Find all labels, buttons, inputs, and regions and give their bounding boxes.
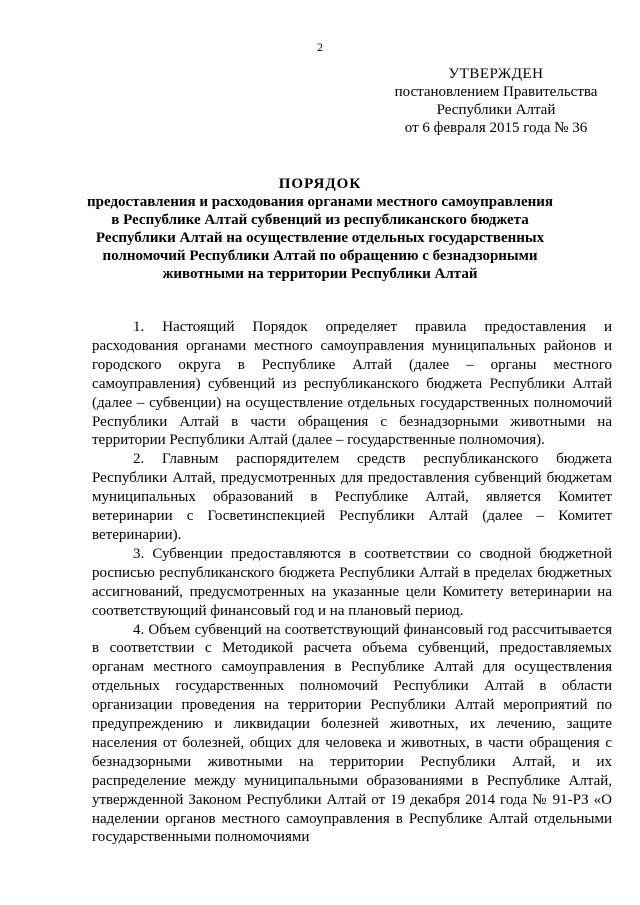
document-subtitle: предоставления и расходования органами местного самоуправления в Республике Алтай субвенций из республиканского бюджета Республики Алтай на осуществление отдельных государственных полномочий Республики Алтай по обращению с безнадзорными животными на территории Республики Алтай xyxy=(87,194,553,282)
approval-heading: УТВЕРЖДЕН xyxy=(448,66,544,82)
document-body xyxy=(92,318,612,847)
page-number: 2 xyxy=(317,40,323,54)
document-title: ПОРЯДОК xyxy=(278,176,362,192)
paragraph-2: 2. Главным распорядителем средств республиканского бюджета Республики Алтай, предусмотренных для предоставления субвенций бюджетам муниципальных образований в Республике Алтай, является Комитет ветеринарии с Госветинспекцией Республики Алтай (далее – Комитет ветеринарии). xyxy=(92,451,612,543)
paragraph-4: 4. Объем субвенций на соответствующий финансовый год рассчитывается в соответствии с Методикой расчета объема субвенций, предоставляемых органам местного самоуправления в Республике Алтай для осуществления отдельных государственных полномочий Республики Алтай в области организации проведения на территории Республики Алтай мероприятий по предупреждению и ликвидации болезней животных, их лечению, защите населения от болезней, общих для человека и животных, в части обращения с безнадзорными животными на территории Республики Алтай, и их распределение между муниципальными образованиями в Республике Алтай, утвержденной Законом Республики Алтай от 19 декабря 2014 года № 91-РЗ «О наделении органов местного самоуправления в Республике Алтай отдельными государственными полномочиями xyxy=(92,621,612,846)
approval-line-1: постановлением Правительства xyxy=(394,84,598,100)
approval-line-3: от 6 февраля 2015 года № 36 xyxy=(404,120,588,136)
paragraph-3: 3. Субвенции предоставляются в соответствии со сводной бюджетной росписью республиканского бюджета Республики Алтай в пределах бюджетных ассигнований, предусмотренных на указанные цели Комитету ветеринарии на соответствующий финансовый год и на плановый период. xyxy=(92,545,612,619)
paragraph-1: 1. Настоящий Порядок определяет правила предоставления и расходования органами местного самоуправления муниципальных районов и городского округа в Республике Алтай (далее – органы местного самоуправления) субвенций из республиканского бюджета Республики Алтай (далее – субвенции) на осуществление отдельных государственных полномочий Республики Алтай в части обращения с безнадзорными животными на территории Республики Алтай (далее – государственные полномочия). xyxy=(92,319,612,449)
approval-block xyxy=(376,65,616,137)
approval-line-2: Республики Алтай xyxy=(436,102,556,118)
